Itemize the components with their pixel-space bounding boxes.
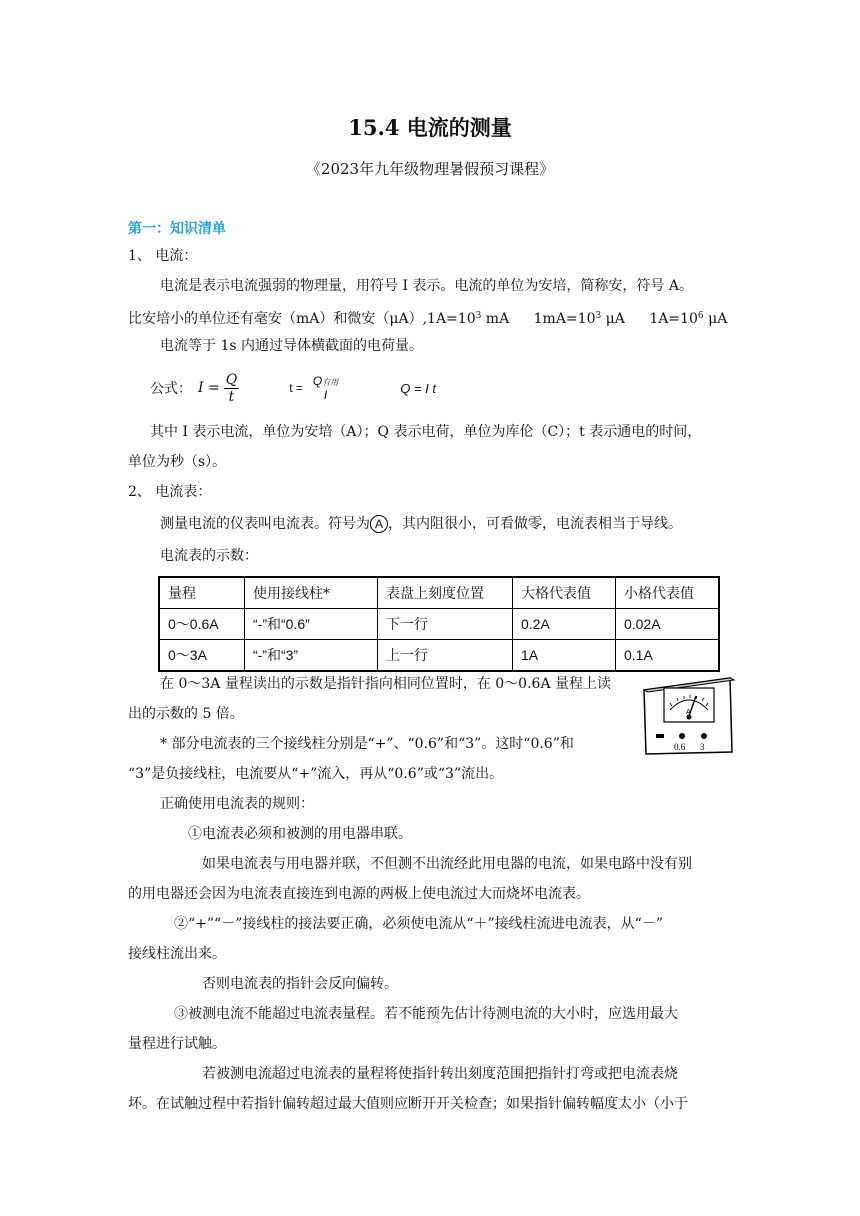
text: 测量电流的仪表叫电流表。符号为 <box>160 516 370 532</box>
ammeter-table <box>158 576 720 672</box>
table-cell: 0～0.6A <box>159 609 245 640</box>
note-line1: * 部分电流表的三个接线柱分别是“+”、“0.6”和“3”。这时“0.6”和 <box>160 736 574 752</box>
item1-paragraph3-line2: 单位为秒（s）。 <box>128 454 227 470</box>
rule1: ①电流表必须和被测的用电器串联。 <box>188 826 412 842</box>
rule1-detail-line2: 的用电器还会因为电流表直接连到电源的两极上使电流过大而烧坏电流表。 <box>128 886 590 902</box>
subscript: 有用 <box>322 378 339 387</box>
units-text: μA <box>703 311 728 327</box>
units-text: 1A=10 <box>649 311 698 327</box>
table-header-cell: 小格代表值 <box>616 577 720 609</box>
formula-label: 公式： <box>150 381 192 397</box>
rule2-line2: 接线柱流出来。 <box>128 946 226 962</box>
table-cell: 0.1A <box>616 640 720 672</box>
table-header-cell: 使用接线柱* <box>245 577 378 609</box>
table-cell: 1A <box>513 640 616 672</box>
table-cell: “-”和“0.6” <box>245 609 378 640</box>
rule2-line1: ②“+”“－”接线柱的接法要正确，必须使电流从“＋”接线柱流进电流表，从“－” <box>174 916 663 932</box>
numerator-text: Q <box>312 374 323 388</box>
formula3: Q = I t <box>400 380 436 396</box>
formula2-fraction <box>311 374 340 402</box>
formula2-lhs: t = <box>289 381 303 395</box>
table-header-cell: 量程 <box>159 577 245 609</box>
table-row <box>159 640 719 672</box>
table-cell: 0.02A <box>616 609 720 640</box>
units-text: mA <box>481 311 510 327</box>
meter-face-label: A <box>686 709 691 716</box>
meter-terminal-label: 3 <box>700 742 705 752</box>
numerator <box>311 374 340 388</box>
item2-paragraph1 <box>160 514 682 534</box>
table-cell: 下一行 <box>378 609 513 640</box>
after-table-line1: 在 0～3A 量程读出的示数是指针指向相同位置时，在 0～0.6A 量程上读 <box>160 676 612 692</box>
rule3-line1: ③被测电流不能超过电流表量程。若不能预先估计待测电流的大小时，应选用最大 <box>174 1006 678 1022</box>
item1-heading: 1、 电流： <box>128 248 198 264</box>
exponent: 3 <box>475 311 482 321</box>
table-cell: 0.2A <box>513 609 616 640</box>
table-cell: “-”和“3” <box>245 640 378 672</box>
table-cell: 0～3A <box>159 640 245 672</box>
exponent: 3 <box>595 311 602 321</box>
table-row <box>159 609 719 640</box>
item2-heading: 2、 电流表： <box>128 484 212 500</box>
table-header-row <box>159 577 719 609</box>
ammeter-illustration <box>640 672 736 758</box>
meter-terminal-label: 0.6 <box>674 742 686 752</box>
formula1-lhs: I = <box>198 380 220 396</box>
table-cell: 上一行 <box>378 640 513 672</box>
denominator: t <box>228 388 235 405</box>
section-heading: 第一：知识清单 <box>128 221 226 237</box>
ammeter-symbol-icon: A <box>370 515 388 533</box>
rule1-detail-line1: 如果电流表与用电器并联，不但测不出流经此用电器的电流，如果电路中没有别 <box>202 856 692 872</box>
units-text: μA <box>601 311 625 327</box>
units-text: 比安培小的单位还有毫安（mA）和微安（μA）,1A=10 <box>128 311 476 327</box>
units-text: 1mA=10 <box>533 311 596 327</box>
numerator: Q <box>225 371 238 388</box>
page-title: 15.4 电流的测量 <box>348 115 512 140</box>
formula-row <box>150 366 436 410</box>
rule3-detail-line1: 若被测电流超过电流表的量程将使指针转出刻度范围把指针打弯或把电流表烧 <box>202 1066 678 1082</box>
item1-paragraph1-line2 <box>128 306 727 329</box>
formula1-fraction <box>224 372 239 405</box>
item1-paragraph2: 电流等于 1s 内通过导体横截面的电荷量。 <box>160 338 423 354</box>
table-header-cell: 表盘上刻度位置 <box>378 577 513 609</box>
rule2-detail: 否则电流表的指针会反向偏转。 <box>202 976 398 992</box>
rule3-detail-line2: 坏。在试触过程中若指针偏转超过最大值则应断开开关检查；如果指针偏转幅度太小（小于 <box>128 1096 688 1112</box>
page-subtitle: 《2023年九年级物理暑假预习课程》 <box>305 160 555 178</box>
item1-paragraph1-line1: 电流是表示电流强弱的物理量，用符号 I 表示。电流的单位为安培，简称安，符号 A。 <box>160 278 693 294</box>
item2-paragraph2: 电流表的示数： <box>160 548 258 564</box>
item1-paragraph3-line1: 其中 I 表示电流，单位为安培（A）；Q 表示电荷，单位为库伦（C）；t 表示通电的时间， <box>150 424 702 440</box>
exponent: 6 <box>697 311 704 321</box>
rules-heading: 正确使用电流表的规则： <box>160 796 314 812</box>
denominator: I <box>323 388 328 402</box>
text: ，其内阻很小，可看做零，电流表相当于导线。 <box>388 516 682 532</box>
after-table-line2: 出的示数的 5 倍。 <box>128 706 244 722</box>
rule3-line2: 量程进行试触。 <box>128 1036 226 1052</box>
note-line2: “3”是负接线柱，电流要从“+”流入，再从“0.6”或“3”流出。 <box>128 766 504 782</box>
table-header-cell: 大格代表值 <box>513 577 616 609</box>
